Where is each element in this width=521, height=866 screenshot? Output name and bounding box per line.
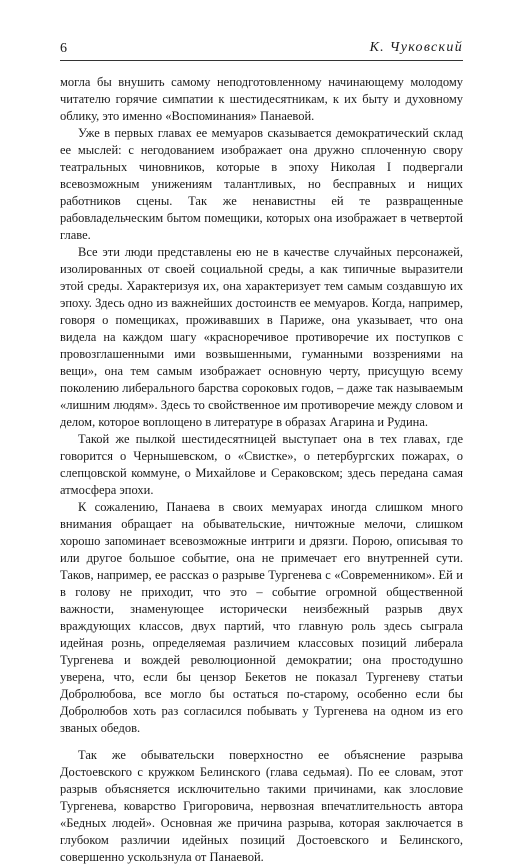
paragraph: Такой же пылкой шестидесятницей выступает она в тех главах, где говорится о Чернышевском, о «Свистке», о петербургских пожарах, о слепцовской коммуне, о Михайлове и Сераковском; здесь передана самая атмосфера эпохи.: [60, 432, 463, 497]
book-page: [60, 38, 463, 864]
page-number: 6: [60, 41, 67, 56]
body-text: [60, 74, 463, 866]
running-header-author: К. Чуковский: [369, 40, 463, 55]
paragraph: К сожалению, Панаева в своих мемуарах иногда слишком много внимания обращает на обывательские, ничтожные мелочи, слишком хорошо запоминает всевозможные интриги и дрязги. Порою, описывая то или другое большое событие, она не примечает его внутренней сути. Таков, например, ее рассказ о разрыве Тургенева с «Современником». Ей и в голову не приходит, что это – событие огромной общественной важности, знаменующее исторически неизбежный разрыв двух враждующих классов, двух партий, что главную роль здесь сыграла идейная рознь, определяемая различием классовых позиций либерала Тургенева и вождей революционной демократии; она простодушно уверена, что, если бы цензор Бекетов не показал Тургеневу статьи Добролюбова, все могло бы остаться по-старому, особенно если бы Добролюбов хоть раз согласился побывать у Тургенева на одном из его званых обедов.: [60, 500, 463, 735]
paragraph: Уже в первых главах ее мемуаров сказывается демократический склад ее мыслей: с негодованием изображает она дружно сплоченную свору театральных чиновников, которые в эпоху Николая I подвергали всевозможным унижениям талантливых, но бесправных и нищих работников сцены. Так же ненавистны ей те развращенные рабовладельческим бытом помещики, которых она изображает в четвертой главе.: [60, 126, 463, 242]
running-header: [60, 38, 463, 61]
paragraph: Так же обывательски поверхностно ее объяснение разрыва Достоевского с кружком Белинского (глава седьмая). По ее словам, этот разрыв объясняется исключительно такими причинами, как злословие Тургенева, коварство Григоровича, нервозная впечатлительность автора «Бедных людей». Основная же причина разрыва, которая заключается в глубоком различии идейных позиций Достоевского и Белинского, совершенно ускользнула от Панаевой.: [60, 748, 463, 864]
paragraph: Все эти люди представлены ею не в качестве случайных персонажей, изолированных от своей социальной среды, а как типичные выразители этой среды. Характеризуя их, она характеризует тем самым создавшую их эпоху. Здесь одно из важнейших достоинств ее мемуаров. Когда, например, говоря о помещиках, проживавших в Париже, она указывает, что она видела на каждом шагу «красноречивое противоречие их поступков с провозглашенными ими возвышенными, гуманными воззрениями на вещи», она тем самым изображает основную черту, присущую всему поколению либерального барства сороковых годов, – даже так называемым «лишним людям». Здесь то свойственное им противоречие между словом и делом, которое воплощено в литературе в образах Агарина и Рудина.: [60, 245, 463, 429]
paragraph: могла бы внушить самому неподготовленному начинающему молодому читателю горячие симпатии к шестидесятникам, к их быту и духовному облику, это именно «Воспоминания» Панаевой.: [60, 75, 463, 123]
